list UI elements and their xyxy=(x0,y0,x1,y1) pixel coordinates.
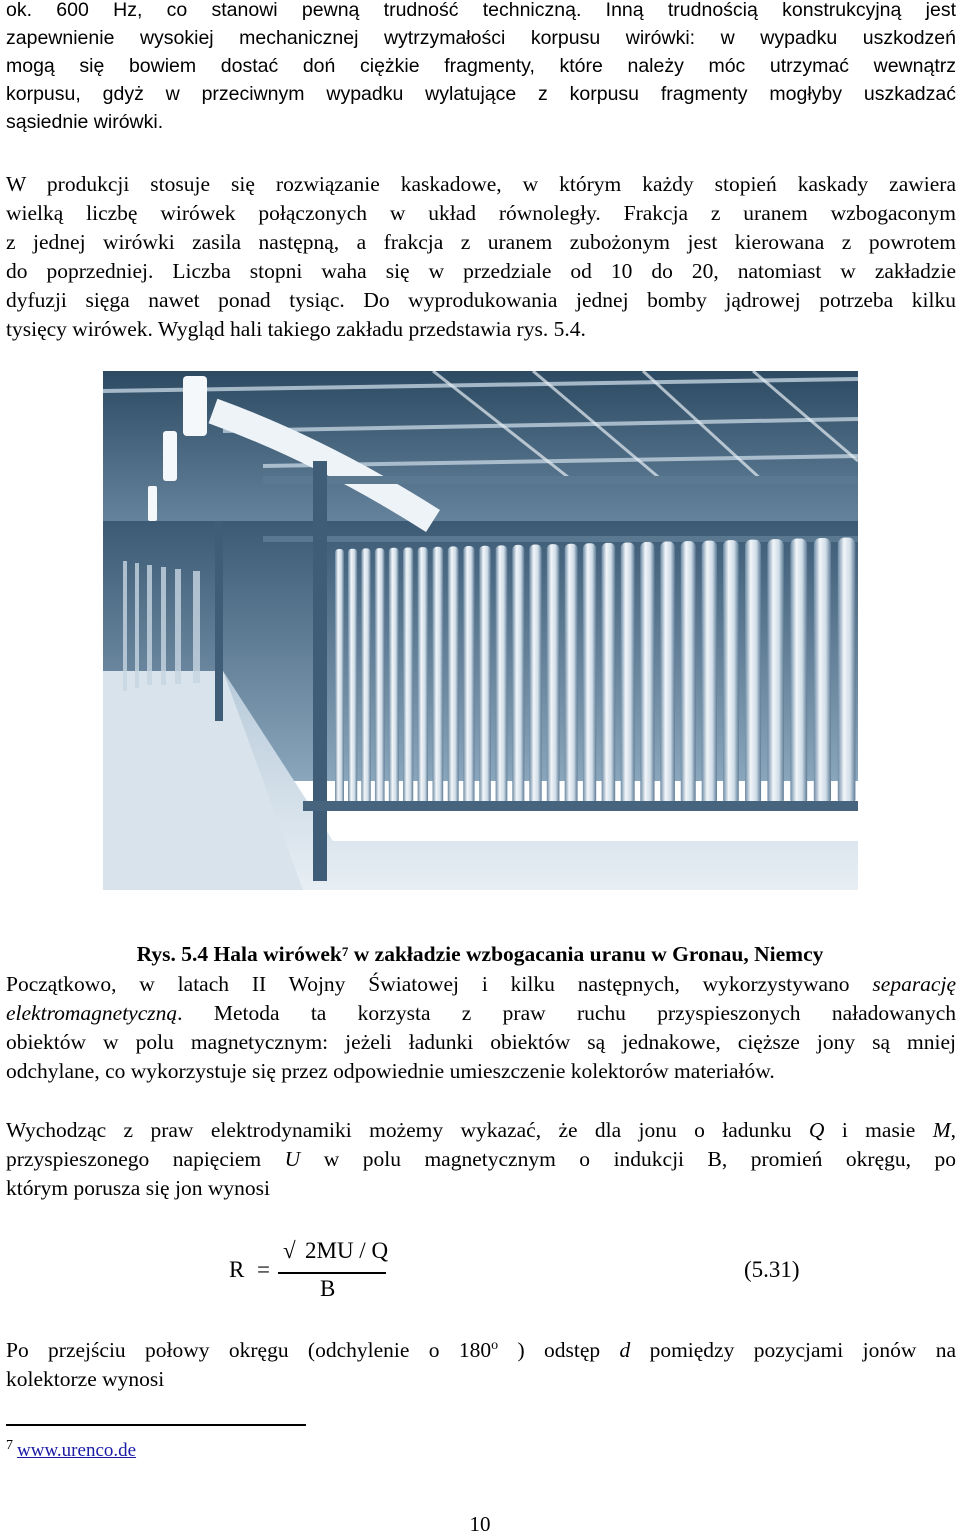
centrifuge-tube xyxy=(403,547,413,806)
text-line: wielką liczbę wirówek połączonych w układ równoległy. Frakcja z uranem wzbogaconym xyxy=(6,201,956,225)
text-line xyxy=(6,970,956,999)
text-span: w polu magnetycznym o indukcji B, promień okręgu, po xyxy=(300,1147,956,1171)
radical-sign: √ xyxy=(283,1238,296,1263)
equation-lhs: R xyxy=(229,1257,245,1282)
degree-superscript: o xyxy=(491,1338,499,1353)
equals-sign: = xyxy=(257,1257,270,1282)
text-line xyxy=(6,1331,956,1365)
centrifuge-tube xyxy=(583,543,596,806)
centrifuge-tube xyxy=(479,546,490,806)
centrifuge-tube xyxy=(621,542,635,806)
text-line: korpusu, gdyż w przeciwnym wypadku wylatujące z korpusu fragmenty mogłyby uszkadzać xyxy=(6,83,956,105)
equation-denominator: B xyxy=(320,1276,336,1301)
text-line: zapewnienie wysokiej mechanicznej wytrzymałości korpusu wirówki: w wypadku uszkodzeń xyxy=(6,27,956,49)
text-line: sąsiednie wirówki. xyxy=(6,111,164,133)
text-line xyxy=(6,1145,956,1174)
text-line: obiektów w polu magnetycznym: jeżeli ładunki obiektów są jednakowe, cięższe jony są mniej xyxy=(6,1030,956,1054)
footnote-number: 7 xyxy=(6,1438,13,1453)
text-line xyxy=(6,1116,956,1145)
centrifuge-tube xyxy=(565,544,578,806)
centrifuge-tube xyxy=(702,541,717,806)
symbol-charge: Q xyxy=(808,1118,825,1142)
paragraph-electromagnetic-separation xyxy=(6,970,956,1086)
centrifuge-tube xyxy=(335,549,344,806)
paragraph-ion-spacing xyxy=(6,1331,956,1394)
centrifuge-tube xyxy=(790,539,807,806)
centrifuge-tube xyxy=(640,542,654,806)
footnote-reference: 7 xyxy=(341,944,349,959)
centrifuge-tube xyxy=(814,538,831,806)
centrifuge-tube xyxy=(529,545,541,806)
fraction-bar xyxy=(278,1272,386,1274)
centrifuge-tube xyxy=(838,537,856,806)
centrifuge-tube xyxy=(375,548,385,806)
centrifuge-tube xyxy=(660,542,675,806)
centrifuge-tube xyxy=(433,547,444,806)
text-line: tysięcy wirówek. Wygląd hali takiego zakładu przedstawia rys. 5.4. xyxy=(6,317,586,341)
text-span: przyspieszonego napięciem xyxy=(6,1147,285,1171)
symbol-voltage: U xyxy=(284,1147,301,1171)
figure-caption xyxy=(0,940,960,969)
centrifuge-tube xyxy=(602,543,616,806)
text-line: którym porusza się jon wynosi xyxy=(6,1176,270,1200)
centrifuge-tube xyxy=(681,541,696,806)
paragraph-centrifuge-strength xyxy=(6,0,956,136)
text-span: ) odstęp xyxy=(498,1338,620,1363)
page-number: 10 xyxy=(469,1512,491,1536)
text-line xyxy=(6,999,956,1028)
centrifuge-tube xyxy=(389,548,399,806)
text-line: kolektorze wynosi xyxy=(6,1367,165,1392)
text-line: ok. 600 Hz, co stanowi pewną trudność techniczną. Inną trudnością konstrukcyjną jest xyxy=(6,0,956,21)
text-line: odchylane, co wykorzystuje się przez odpowiednie umieszczenie kolektorów materiałów. xyxy=(6,1059,775,1083)
centrifuge-hall-photo xyxy=(103,371,858,890)
text-span: pomiędzy pozycjami jonów na xyxy=(630,1338,957,1363)
centrifuge-tube xyxy=(723,540,739,806)
centrifuge-tube xyxy=(745,540,761,806)
caption-text: w zakładzie wzbogacania uranu w Gronau, Niemcy xyxy=(348,942,824,966)
text-line: mogą się bowiem dostać doń ciężkie fragmenty, które należy móc utrzymać wewnątrz xyxy=(6,55,956,77)
text-line: dyfuzji sięga nawet ponad tysiąc. Do wyprodukowania jednej bomby jądrowej potrzeba kilku xyxy=(6,288,956,312)
text-span: i masie xyxy=(824,1118,933,1142)
equation-5-31 xyxy=(0,1238,960,1308)
text-span: , xyxy=(950,1118,956,1142)
equation-number: (5.31) xyxy=(744,1257,800,1282)
symbol-mass: M xyxy=(932,1118,951,1142)
text-span: Po przejściu połowy okręgu (odchylenie o 180 xyxy=(6,1338,492,1363)
footnote-link[interactable]: www.urenco.de xyxy=(17,1440,137,1461)
paragraph-electrodynamics xyxy=(6,1116,956,1203)
centrifuge-tube xyxy=(512,545,524,806)
centrifuge-tube xyxy=(348,549,357,806)
centrifuge-tube xyxy=(448,546,459,806)
text-span: Początkowo, w latach II Wojny Światowej i kilku następnych, wykorzystywano xyxy=(6,972,873,996)
text-line: W produkcji stosuje się rozwiązanie kaskadowe, w którym każdy stopień kaskady zawiera xyxy=(6,172,956,196)
footnote-separator xyxy=(6,1424,306,1426)
centrifuge-tube xyxy=(463,546,474,806)
centrifuge-tube xyxy=(418,547,428,806)
text-line: z jednej wirówki zasila następną, a frakcja z uranem zubożonym jest kierowana z powrotem xyxy=(6,230,956,254)
text-span: Wychodząc z praw elektrodynamiki możemy wykazać, że dla jonu o ładunku xyxy=(6,1118,809,1142)
centrifuge-tube xyxy=(547,544,560,806)
text-span: . Metoda ta korzysta z praw ruchu przyspieszonych naładowanych xyxy=(177,1001,956,1025)
emphasis-term: elektromagnetyczną xyxy=(6,1001,178,1025)
text-line: do poprzedniej. Liczba stopni waha się w przedziale od 10 do 20, natomiast w zakładzie xyxy=(6,259,956,283)
emphasis-term: separację xyxy=(872,972,956,996)
footnote xyxy=(6,1438,136,1464)
paragraph-cascade xyxy=(6,170,956,344)
equation-numerator: 2MU / Q xyxy=(305,1238,389,1263)
centrifuge-tube xyxy=(361,548,370,806)
caption-text: Rys. 5.4 Hala wirówek xyxy=(136,942,342,966)
centrifuge-tube xyxy=(767,539,783,806)
centrifuge-tube xyxy=(496,545,508,806)
symbol-distance: d xyxy=(619,1338,631,1363)
